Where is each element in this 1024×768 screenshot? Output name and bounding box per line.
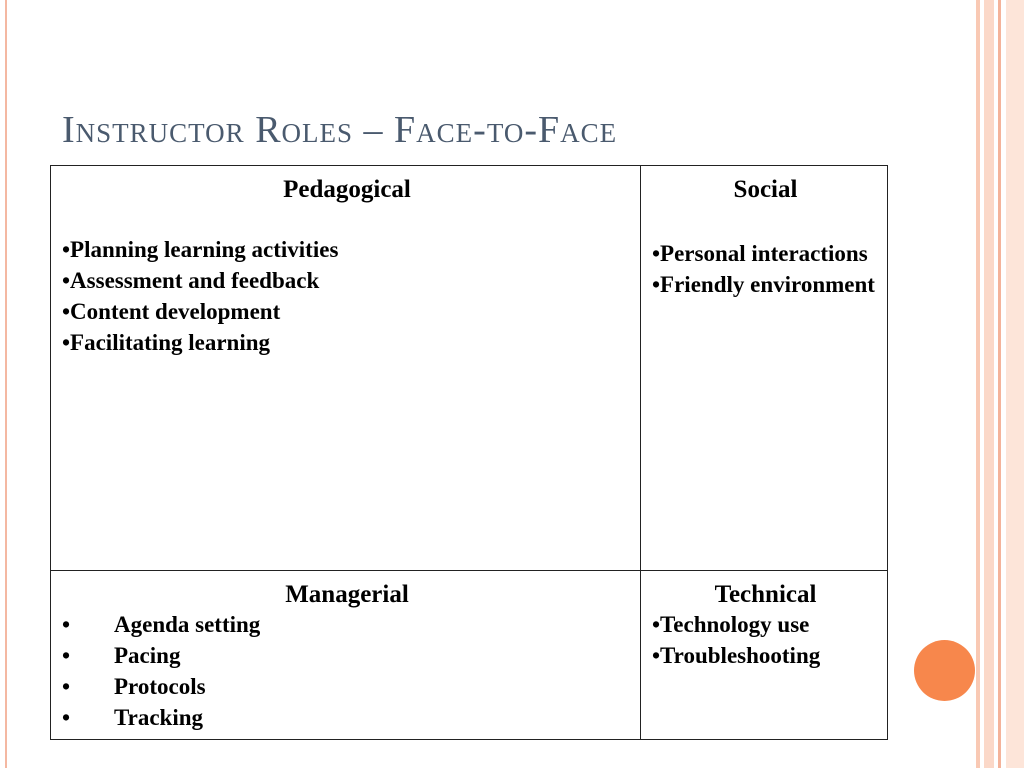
bullet: • <box>62 674 71 699</box>
managerial-list <box>62 609 632 733</box>
list-item: •Planning learning activities <box>62 237 339 262</box>
technical-heading: Technical <box>714 581 817 608</box>
list-item-label: Pacing <box>114 643 181 668</box>
table-row <box>51 166 888 571</box>
list-item: •Facilitating learning <box>62 330 271 355</box>
decorative-circle <box>914 640 975 701</box>
managerial-heading: Managerial <box>285 581 409 608</box>
bullet: • <box>62 643 71 668</box>
pedagogical-cell <box>51 166 641 571</box>
bullet: • <box>62 612 71 637</box>
list-item-label: Agenda setting <box>114 612 261 637</box>
list-item: •Personal interactions <box>652 241 868 266</box>
managerial-cell <box>51 571 641 740</box>
list-item: •Technology use <box>652 612 810 637</box>
list-item: •Content development <box>62 299 281 324</box>
pedagogical-list <box>62 234 632 358</box>
table-row <box>51 571 888 740</box>
list-item-label: Tracking <box>114 705 204 730</box>
list-item <box>62 640 632 671</box>
social-heading: Social <box>733 176 798 203</box>
technical-list <box>652 609 879 671</box>
right-decorative-stripes <box>976 0 1024 768</box>
list-item: •Troubleshooting <box>652 643 821 668</box>
technical-cell <box>641 571 888 740</box>
list-item-label: Protocols <box>114 674 206 699</box>
pedagogical-heading: Pedagogical <box>283 176 411 203</box>
list-item <box>62 702 632 733</box>
roles-table <box>50 165 888 740</box>
social-list <box>652 238 879 300</box>
bullet: • <box>62 705 71 730</box>
slide-title: Instructor Roles – Face-to-Face <box>62 109 618 151</box>
list-item: •Friendly environment <box>652 272 875 297</box>
list-item <box>62 609 632 640</box>
list-item <box>62 671 632 702</box>
list-item: •Assessment and feedback <box>62 268 320 293</box>
social-cell <box>641 166 888 571</box>
left-frame-line <box>5 0 7 768</box>
